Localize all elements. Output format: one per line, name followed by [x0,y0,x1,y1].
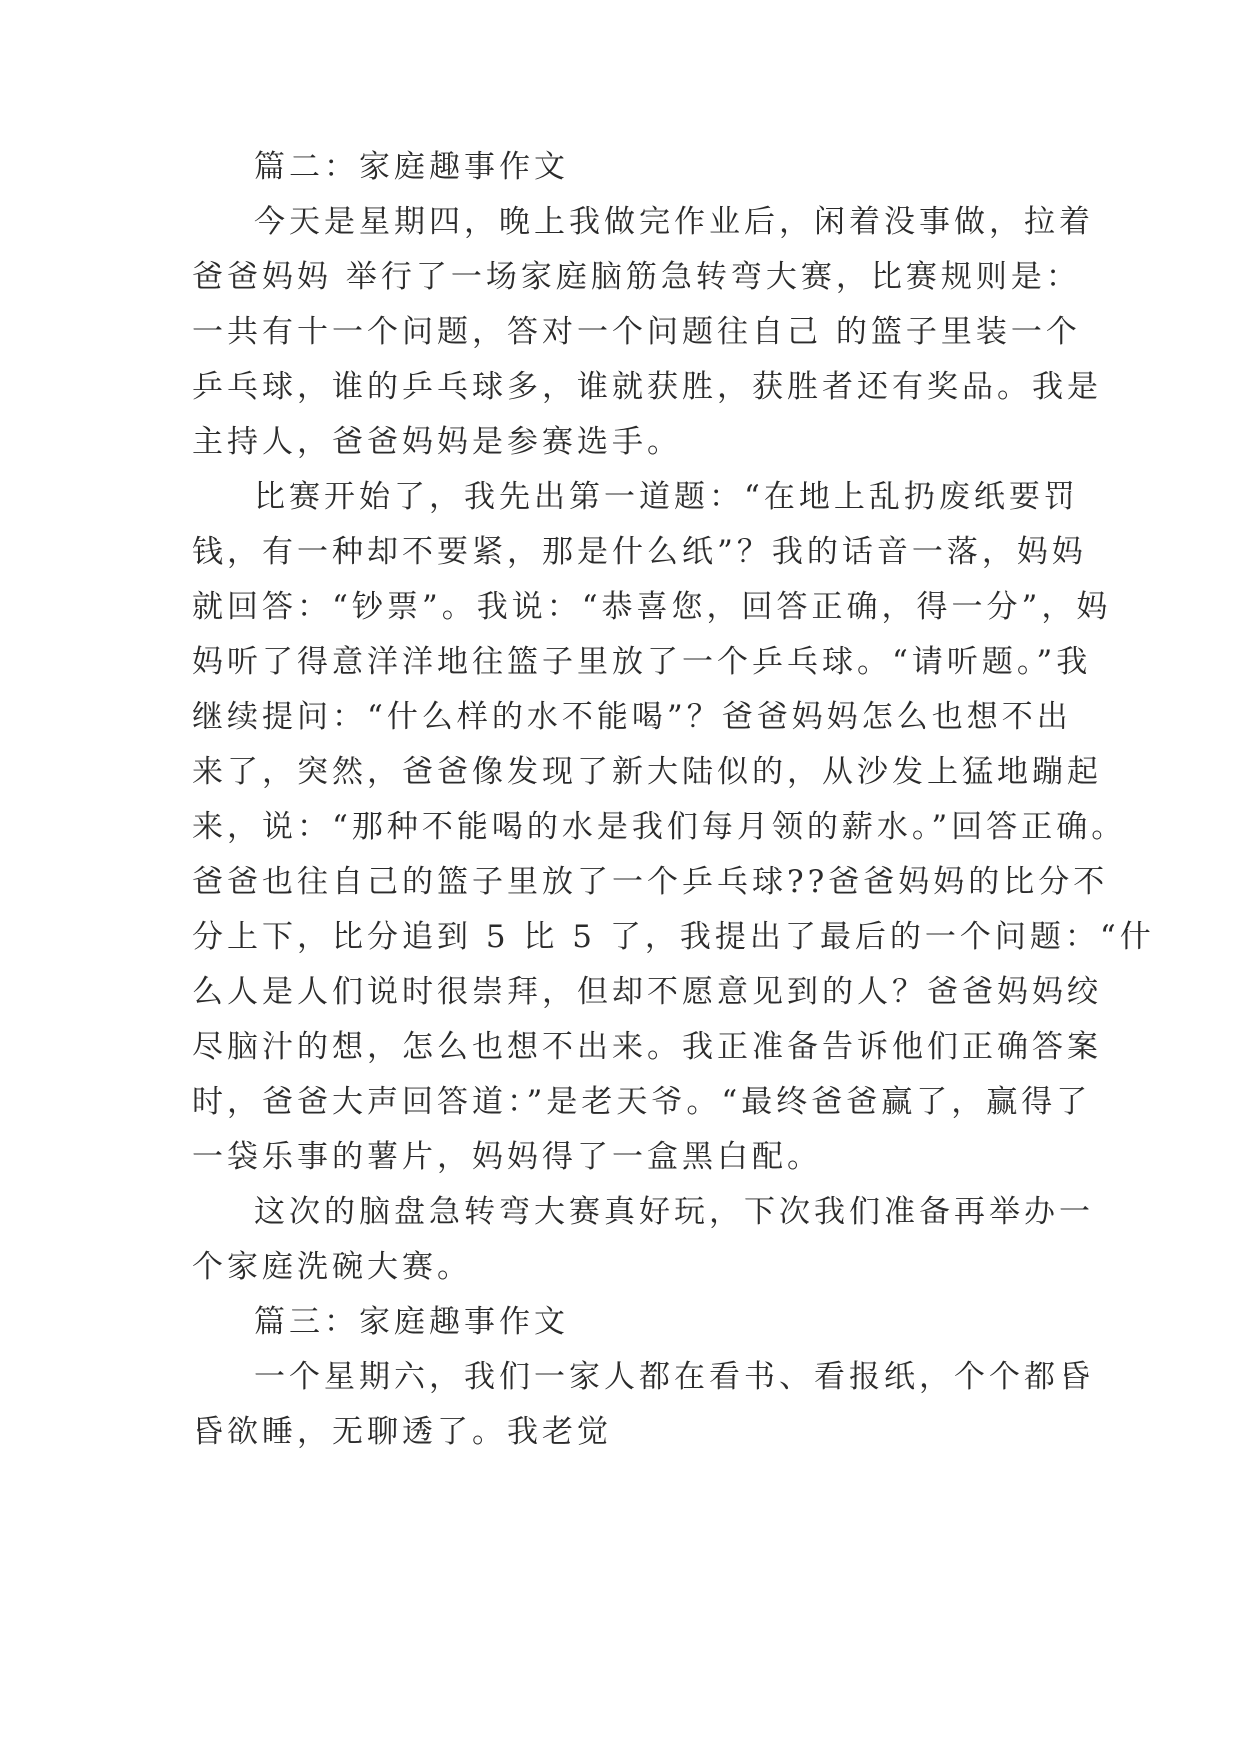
paragraph-line: 一袋乐事的薯片，妈妈得了一盒黑白配。 [192,1139,822,1175]
paragraph-line: 么人是人们说时很崇拜，但却不愿意见到的人？爸爸妈妈绞 [192,974,1102,1010]
section-heading-2: 篇二：家庭趣事作文 [254,149,569,185]
paragraph-line: 尽脑汁的想，怎么也想不出来。我正准备告诉他们正确答案 [192,1029,1102,1065]
paragraph-line: 比赛开始了，我先出第一道题：“在地上乱扔废纸要罚 [254,479,1079,515]
paragraph-line: 主持人，爸爸妈妈是参赛选手。 [192,424,682,460]
paragraph-line: 一个星期六，我们一家人都在看书、看报纸，个个都昏 [254,1359,1094,1395]
paragraph-line: 妈听了得意洋洋地往篮子里放了一个乒乓球。“请听题。”我 [192,644,1092,680]
paragraph-line: 来了，突然，爸爸像发现了新大陆似的，从沙发上猛地蹦起 [192,754,1102,790]
paragraph-line: 爸爸妈妈 举行了一场家庭脑筋急转弯大赛，比赛规则是： [192,259,1081,295]
paragraph-line: 这次的脑盘急转弯大赛真好玩，下次我们准备再举办一 [254,1194,1094,1230]
paragraph-line: 今天是星期四，晚上我做完作业后，闲着没事做，拉着 [254,204,1094,240]
section-heading-3: 篇三：家庭趣事作文 [254,1304,569,1340]
paragraph-line: 钱，有一种却不要紧，那是什么纸”？我的话音一落，妈妈 [192,534,1087,570]
paragraph-line: 昏欲睡，无聊透了。我老觉 [192,1414,612,1450]
paragraph-line: 分上下，比分追到 5 比 5 了，我提出了最后的一个问题：“什 [192,919,1155,955]
paragraph-line: 时，爸爸大声回答道：”是老天爷。“最终爸爸赢了，赢得了 [192,1084,1092,1120]
paragraph-line: 爸爸也往自己的篮子里放了一个乒乓球??爸爸妈妈的比分不 [192,864,1109,900]
paragraph-line: 继续提问：“什么样的水不能喝”？爸爸妈妈怎么也想不出 [192,699,1072,735]
paragraph-line: 就回答：“钞票”。我说：“恭喜您，回答正确，得一分”，妈 [192,589,1112,625]
paragraph-line: 来，说：“那种不能喝的水是我们每月领的薪水。”回答正确。 [192,809,1127,845]
paragraph-line: 个家庭洗碗大赛。 [192,1249,472,1285]
paragraph-line: 乒乓球，谁的乒乓球多，谁就获胜，获胜者还有奖品。我是 [192,369,1102,405]
paragraph-line: 一共有十一个问题，答对一个问题往自己 的篮子里装一个 [192,314,1081,350]
